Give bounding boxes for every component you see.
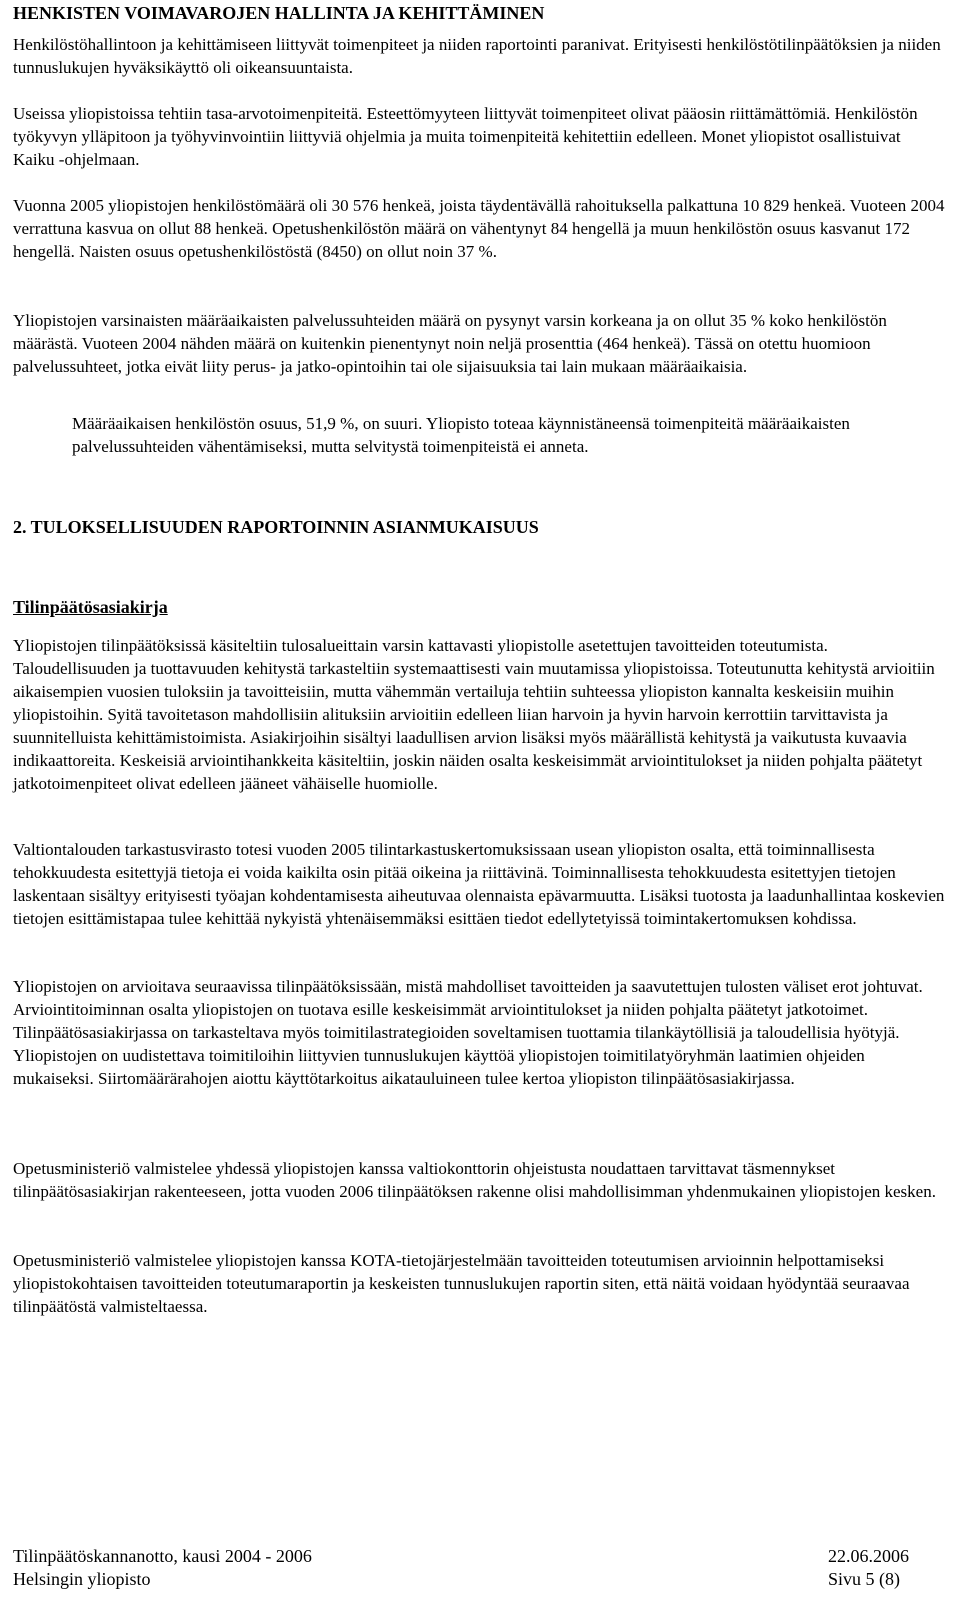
- footer-left: [13, 1545, 312, 1591]
- indented-paragraph: Määräaikaisen henkilöstön osuus, 51,9 %, on suuri. Yliopisto toteaa käynnistäneensä toimenpiteitä määräaikaisten palvelussuhteiden vähentämiseksi, mutta selvitystä toimenpiteistä ei anneta.: [72, 414, 850, 456]
- paragraph: Useissa yliopistoissa tehtiin tasa-arvotoimenpiteitä. Esteettömyyteen liittyvät toimenpiteet olivat pääosin riittämättömiä. Henkilöstön työkyvyn ylläpitoon ja työhyvinvointiin liittyviä ohjelmia ja muita toimenpiteitä kehitettiin edelleen. Monet yliopistot osallistuivat Kaiku -ohjelmaan.: [13, 104, 918, 169]
- paragraph: Yliopistojen varsinaisten määräaikaisten palvelussuhteiden määrä on pysynyt varsin korkeana ja on ollut 35 % koko henkilöstön määrästä. Vuoteen 2004 nähden määrä on kuitenkin pienentynyt noin neljä prosenttia (464 henkeä). Tässä on otettu huomioon palvelussuhteet, jotka eivät liity perus- ja jatko-opintoihin tai ole sijaisuuksia tai lain mukaan määräaikaisia.: [13, 311, 887, 376]
- paragraph: Opetusministeriö valmistelee yhdessä yliopistojen kanssa valtiokonttorin ohjeistusta noudattaen tarvittavat täsmennykset tilinpäätösasiakirjan rakenteeseen, jotta vuoden 2006 tilinpäätöksen rakenne olisi mahdollisimman yhdenmukainen yliopistojen kesken.: [13, 1159, 936, 1201]
- paragraph: Valtiontalouden tarkastusvirasto totesi vuoden 2005 tilintarkastuskertomuksissaan usean yliopiston osalta, että toiminnallisesta tehokkuudesta esitettyjä tietoja ei voida kaikilta osin pitää oikeina ja riittävinä. Toiminnallisesta tehokkuudesta esitettyjen tietojen laskentaan sisältyy erityisesti työajan kohdentamisesta aiheutuvaa olennaista epävarmuutta. Lisäksi tuotosta ja laadunhallintaa koskevien tietojen esittämistapaa tulee kehittää nykyistä yhtenäisemmäksi esittäen tiedot edellytetyissä toimintakertomuksen kohdissa.: [13, 840, 945, 928]
- paragraph: Vuonna 2005 yliopistojen henkilöstömäärä oli 30 576 henkeä, joista täydentävällä rahoituksella palkattuna 10 829 henkeä. Vuoteen 2004 verrattuna kasvua on ollut 88 henkeä. Opetushenkilöstön määrä on vähentynyt 84 hengellä ja muun henkilöstön osuus kasvanut 172 hengellä. Naisten osuus opetushenkilöstöstä (8450) on ollut noin 37 %.: [13, 196, 945, 261]
- footer-page-number: Sivu 5 (8): [828, 1569, 900, 1589]
- paragraph: Henkilöstöhallintoon ja kehittämiseen liittyvät toimenpiteet ja niiden raportointi paranivat. Erityisesti henkilöstötilinpäätöksien ja niiden tunnuslukujen hyväksikäyttö oli oikeansuuntaista.: [13, 35, 941, 77]
- footer-doc-title: Tilinpäätöskannanotto, kausi 2004 - 2006: [13, 1546, 312, 1566]
- footer-right: [828, 1545, 909, 1591]
- paragraph: Yliopistojen tilinpäätöksissä käsiteltiin tulosalueittain varsin kattavasti yliopistolle asetettujen tavoitteiden toteutumista. Taloudellisuuden ja tuottavuuden kehitystä tarkasteltiin systemaattisesti vain muutamissa yliopistoissa. Toteutunutta kehitystä arvioitiin aikaisempien vuosien tuloksiin ja tavoitteisiin, mutta vähemmän vertailuja tehtiin suhteessa yliopiston kannalta keskeisiin muihin yliopistoihin. Syitä tavoitetason mahdollisiin alituksiin arvioitiin edelleen liian harvoin ja hyvin harvoin kerrottiin tarvittavista ja suunnitelluista kehittämistoimista. Asiakirjoihin sisältyi laadullisen arvion lisäksi myös määrällistä kehitystä ja vaikutusta kuvaavia indikaattoreita. Keskeisiä arviointihankkeita käsiteltiin, joskin näiden osalta keskeisimmät arviointitulokset ja niiden pohjalta päätetyt jatkotoimenpiteet olivat edelleen jääneet vähäiselle huomiolle.: [13, 636, 935, 793]
- paragraph: Opetusministeriö valmistelee yliopistojen kanssa KOTA-tietojärjestelmään tavoitteiden toteutumisen arvioinnin helpottamiseksi yliopistokohtaisen tavoitteiden toteutumaraportin ja keskeisten tunnuslukujen raportin siten, että näitä voidaan hyödyntää seuraavaa tilinpäätöstä valmisteltaessa.: [13, 1251, 910, 1316]
- footer-date: 22.06.2006: [828, 1546, 909, 1566]
- section-heading: 2. TULOKSELLISUUDEN RAPORTOINNIN ASIANMUKAISUUS: [13, 517, 539, 537]
- paragraph: Yliopistojen on arvioitava seuraavissa tilinpäätöksissään, mistä mahdolliset tavoitteiden ja saavutettujen tulosten väliset erot johtuvat. Arviointitoiminnan osalta yliopistojen on tuotava esille keskeisimmät arviointitulokset ja niiden pohjalta päätetyt jatkotoimet. Tilinpäätösasiakirjassa on tarkasteltava myös toimitilastrategioiden soveltamisen tuottamia tilankäytöllisiä ja taloudellisia hyötyjä. Yliopistojen on uudistettava toimitiloihin liittyvien tunnuslukujen käyttöä yliopistojen toimitilatyöryhmän laatimien ohjeiden mukaiseksi. Siirtomäärärahojen aiottu käyttötarkoitus aikatauluineen tulee kertoa yliopiston tilinpäätösasiakirjassa.: [13, 977, 923, 1088]
- section-title: HENKISTEN VOIMAVAROJEN HALLINTA JA KEHITTÄMINEN: [13, 3, 545, 23]
- subheading: Tilinpäätösasiakirja: [13, 597, 168, 617]
- footer-org: Helsingin yliopisto: [13, 1569, 151, 1589]
